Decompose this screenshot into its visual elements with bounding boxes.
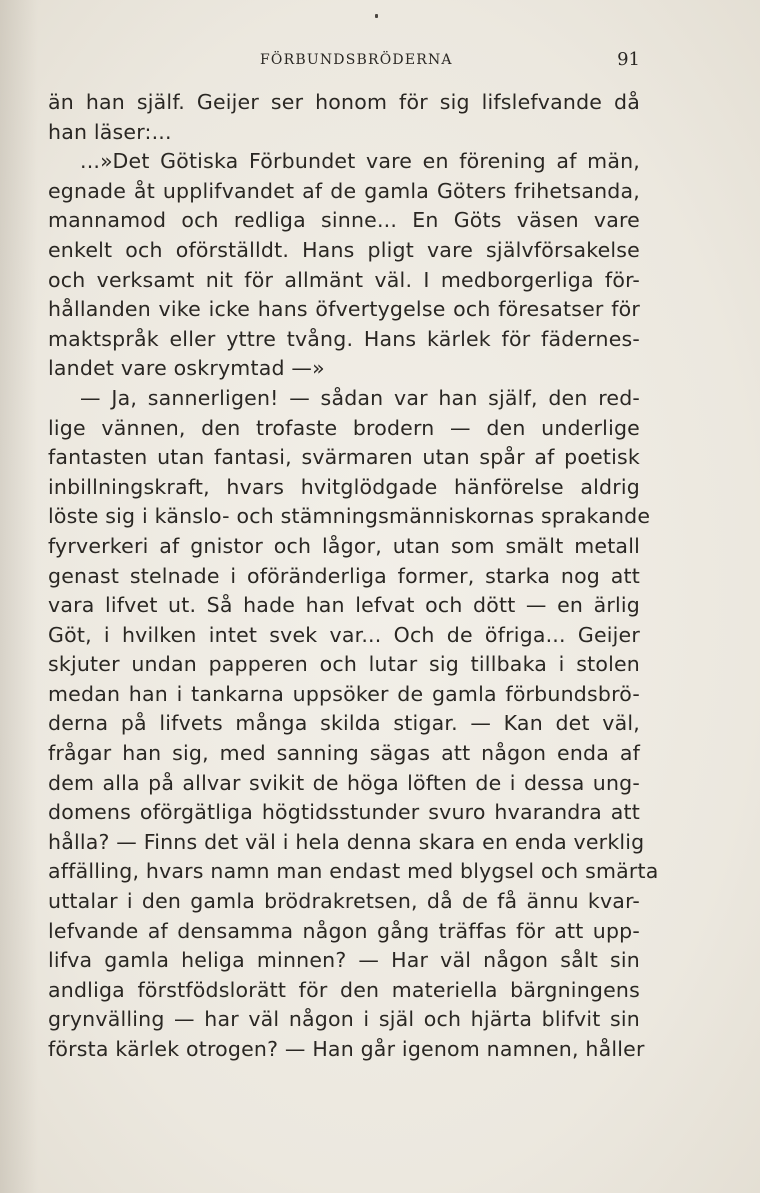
text-line: affälling, hvars namn man endast med blygsel och smärta [48, 859, 659, 884]
text-line: hållanden vike icke hans öfvertygelse och föresatser för [48, 297, 640, 322]
text-line: derna på lifvets många skilda stigar. — Kan det väl, [48, 711, 640, 736]
text-line: och verksamt nit för allmänt väl. I medborgerliga för- [48, 267, 640, 292]
text-line: lefvande af densamma någon gång träffas för att upp- [48, 918, 640, 943]
text-line: skjuter undan papperen och lutar sig tillbaka i stolen [48, 652, 640, 677]
text-line: fyrverkeri af gnistor och lågor, utan som smält metall [48, 533, 640, 558]
text-line: fantasten utan fantasi, svärmaren utan spår af poetisk [48, 445, 640, 470]
text-line: domens oförgätliga högtidsstunder svuro hvarandra att [48, 800, 640, 825]
text-line: frågar han sig, med sanning sägas att någon enda af [48, 741, 640, 766]
text-line: löste sig i känslo- och stämningsmänniskornas sprakande [48, 504, 651, 529]
text-line: inbillningskraft, hvars hvitglödgade hänförelse aldrig [48, 474, 640, 499]
text-line: genast stelnade i oföränderliga former, starka nog att [48, 563, 640, 588]
text-line: maktspråk eller yttre tvång. Hans kärlek för fädernes- [48, 326, 640, 351]
ink-speck [375, 14, 378, 18]
body-text [48, 88, 659, 1065]
text-line: landet vare oskrymtad —» [48, 356, 325, 381]
text-line: mannamod och redliga sinne... En Göts väsen vare [48, 208, 640, 233]
text-line: lige vännen, den trofaste brodern — den underlige [48, 415, 640, 440]
text-line: hålla? — Finns det väl i hela denna skara en enda verklig [48, 829, 645, 854]
text-line: första kärlek otrogen? — Han går igenom namnen, håller [48, 1037, 645, 1061]
text-line: lifva gamla heliga minnen? — Har väl någon sålt sin [48, 948, 640, 973]
page-number: 91 [617, 49, 640, 70]
text-line: egnade åt upplifvandet af de gamla Göters frihetsanda, [48, 178, 640, 203]
text-line: grynvälling — har väl någon i själ och hjärta blifvit sin [48, 1007, 640, 1032]
running-head [48, 50, 640, 72]
text-line: han läser:... [48, 119, 172, 144]
text-line: medan han i tankarna uppsöker de gamla förbundsbrö- [48, 681, 640, 706]
text-line: dem alla på allvar svikit de höga löften de i dessa ung- [48, 770, 640, 795]
running-title: FÖRBUNDSBRÖDERNA [260, 52, 453, 68]
text-line: andliga förstfödslorätt för den materiella bärgningens [48, 977, 640, 1002]
gutter-shadow [0, 0, 38, 1193]
text-line: uttalar i den gamla brödrakretsen, då de få ännu kvar- [48, 889, 640, 914]
text-line: enkelt och oförställdt. Hans pligt vare självförsakelse [48, 237, 640, 262]
text-line: ...»Det Götiska Förbundet vare en förening af män, [80, 149, 640, 174]
text-line: vara lifvet ut. Så hade han lefvat och dött — en ärlig [48, 593, 640, 618]
text-line: Göt, i hvilken intet svek var... Och de öfriga... Geijer [48, 622, 640, 647]
text-line: — Ja, sannerligen! — sådan var han själf, den red- [80, 385, 640, 410]
text-line: än han själf. Geijer ser honom för sig lifslefvande då [48, 90, 640, 114]
